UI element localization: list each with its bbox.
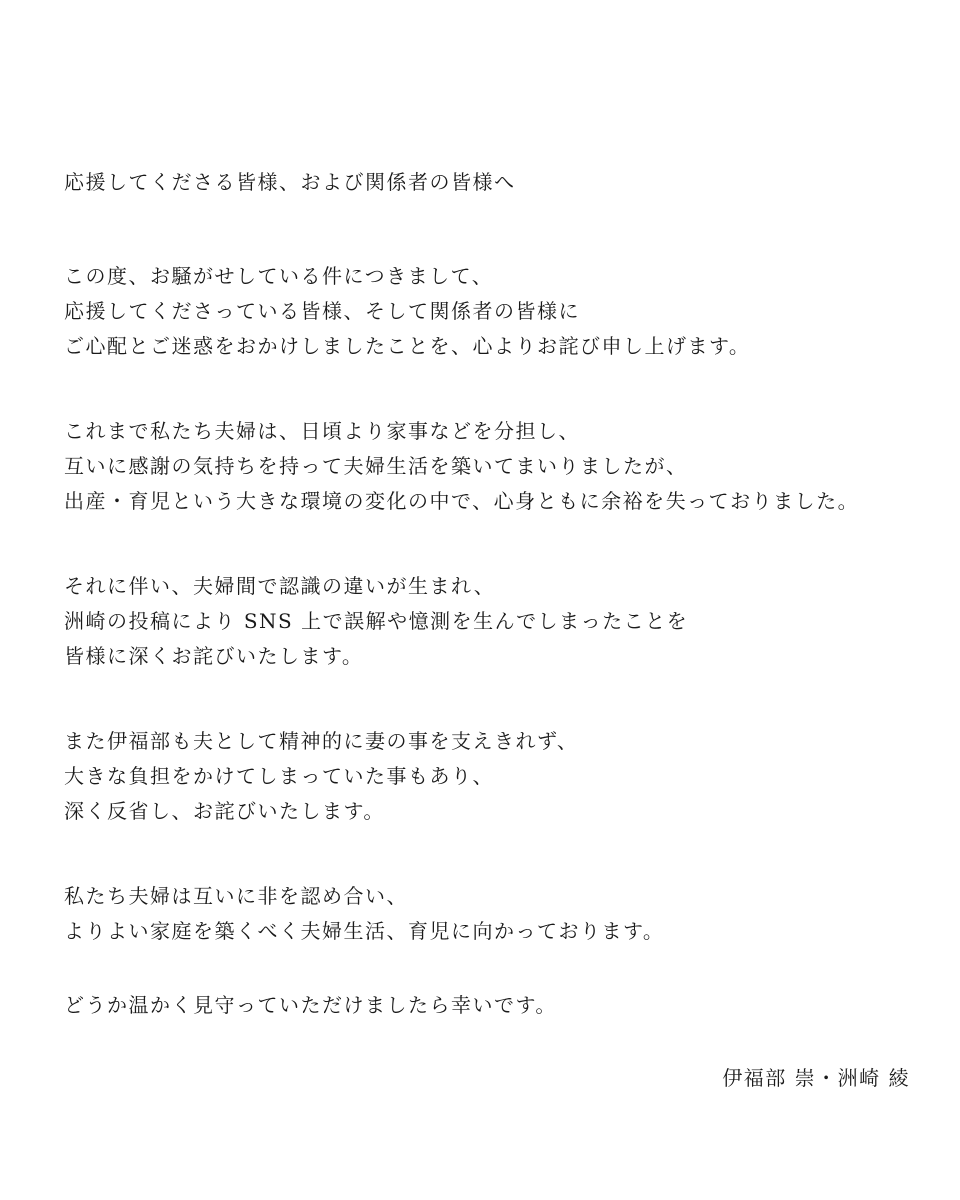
signature: 伊福部 崇・洲崎 綾 [722,1066,910,1090]
paragraph-4-line-1: また伊福部も夫として精神的に妻の事を支えきれず、 [64,729,579,753]
paragraph-2-line-1: これまで私たち夫婦は、日頃より家事などを分担し、 [64,419,580,443]
paragraph-1-line-1: この度、お騒がせしている件につきまして、 [64,264,494,288]
paragraph-1-line-2: 応援してくださっている皆様、そして関係者の皆様に [64,299,580,323]
paragraph-2-line-2: 互いに感謝の気持ちを持って夫婦生活を築いてまいりましたが、 [64,454,688,478]
paragraph-3-line-1: それに伴い、夫婦間で認識の違いが生まれ、 [64,574,496,598]
paragraph-3-line-2: 洲崎の投稿により SNS 上で誤解や憶測を生んでしまったことを [64,609,689,633]
paragraph-3-line-3: 皆様に深くお詫びいたします。 [64,644,364,668]
paragraph-5-line-2: よりよい家庭を築くべく夫婦生活、育児に向かっております。 [64,919,665,943]
paragraph-6-line-1: どうか温かく見守っていただけましたら幸いです。 [64,993,557,1017]
salutation: 応援してくださる皆様、および関係者の皆様へ [64,170,516,194]
paragraph-4-line-2: 大きな負担をかけてしまっていた事もあり、 [64,764,494,788]
paragraph-5-line-1: 私たち夫婦は互いに非を認め合い、 [64,884,408,908]
paragraph-2-line-3: 出産・育児という大きな環境の変化の中で、心身ともに余裕を失っておりました。 [64,489,860,513]
paragraph-1-line-3: ご心配とご迷惑をおかけしましたことを、心よりお詫び申し上げます。 [64,334,751,358]
paragraph-4-line-3: 深く反省し、お詫びいたします。 [64,799,385,823]
